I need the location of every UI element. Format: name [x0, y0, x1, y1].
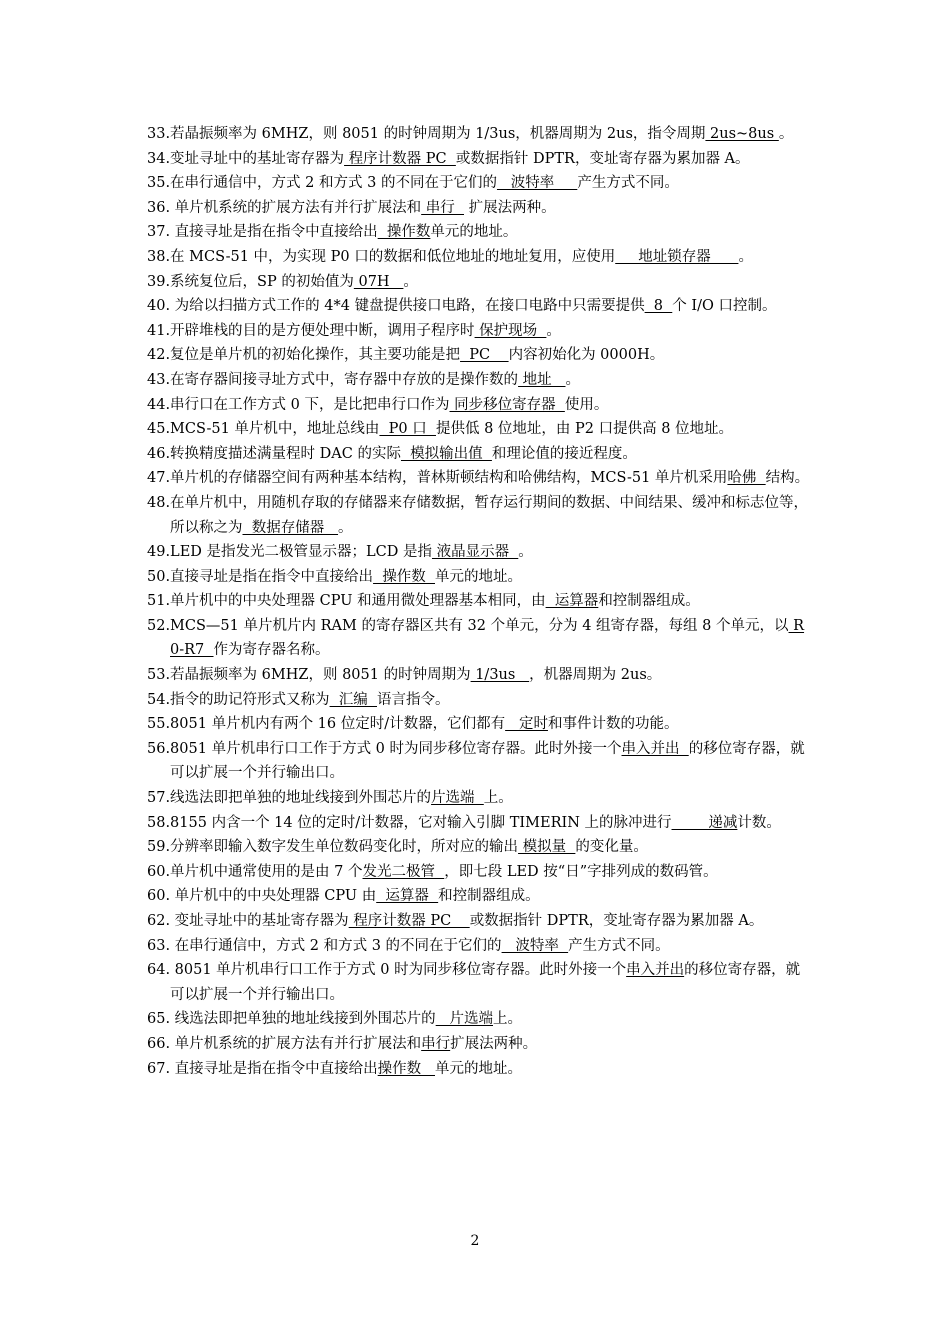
- question-text: 的变化量。: [575, 839, 648, 856]
- question-text: 结构。: [765, 470, 810, 487]
- question-text: 43.在寄存器间接寻址方式中，寄存器中存放的是操作数的: [147, 371, 519, 388]
- answer-blank: 操作数: [373, 568, 435, 585]
- question-text: 作为寄存器名称。: [213, 642, 330, 659]
- answer-blank: 串入并出: [626, 962, 685, 979]
- question-item: [147, 171, 812, 196]
- question-text: 45.MCS-51 单片机中，地址总线由: [147, 421, 380, 438]
- question-item: [147, 737, 812, 786]
- answer-blank: 数据存储器: [242, 519, 339, 536]
- question-text: 36. 单片机系统的扩展方法有并行扩展法和: [147, 199, 422, 216]
- question-text: 内容初始化为 0000H。: [508, 347, 665, 364]
- question-item: [147, 835, 812, 860]
- question-text: 。: [778, 126, 794, 142]
- answer-blank: 汇编: [329, 691, 377, 708]
- question-item: [147, 811, 812, 836]
- answer-blank: 液晶显示器: [431, 544, 519, 561]
- question-text: 34.变址寻址中的基址寄存器为: [147, 150, 345, 167]
- question-text: 单元的地址。: [435, 568, 522, 585]
- question-text: 40. 为给以扫描方式工作的 4*4 键盘提供接口电路，在接口电路中只需要提供: [147, 298, 645, 315]
- question-item: [147, 860, 812, 885]
- question-text: 33.若晶振频率为 6MHZ，则 8051 的时钟周期为 1/3us，机器周期为 2us，指令周期: [147, 126, 706, 142]
- question-text: 38.在 MCS-51 中，为实现 P0 口的数据和低位地址的地址复用，应使用: [147, 248, 616, 265]
- question-text: 48.在单片机中，用随机存取的存储器来存储数据，暂存运行期间的数据、中间结果、缓冲和标志位等，所以称之为: [147, 494, 809, 536]
- question-item: [147, 393, 812, 418]
- question-item: [147, 122, 812, 147]
- question-item: [147, 466, 812, 491]
- question-text: 。: [403, 273, 418, 290]
- answer-blank: 程序计数器 PC: [348, 913, 470, 929]
- question-text: 39.系统复位后，SP 的初始值为: [147, 273, 354, 290]
- answer-blank: 模拟量: [518, 839, 576, 856]
- question-item: [147, 614, 812, 663]
- question-text: 个 I/O 口控制。: [672, 298, 777, 315]
- question-text: 58.8155 内含一个 14 位的定时/计数器，它对输入引脚 TIMERIN 上的脉冲进行: [147, 814, 672, 831]
- question-item: [147, 909, 812, 934]
- question-item: [147, 368, 812, 393]
- question-text: 66. 单片机系统的扩展方法有并行扩展法和: [147, 1035, 422, 1052]
- question-text: 和理论值的接近程度。: [491, 445, 637, 462]
- question-text: 65. 线选法即把单独的地址线接到外围芯片的: [147, 1011, 436, 1028]
- question-text: 产生方式不同。: [568, 937, 670, 954]
- answer-blank: 波特率: [496, 175, 578, 192]
- question-text: 60. 单片机中的中央处理器 CPU 由: [147, 888, 377, 905]
- answer-blank: 片选端: [431, 790, 484, 807]
- question-text: 的移位寄存器，就可以扩展一个并行输出口。: [170, 740, 805, 782]
- answer-blank: 串行: [421, 1035, 451, 1052]
- answer-blank: 地址: [518, 371, 566, 388]
- question-text: 37. 直接寻址是指在指令中直接给出: [147, 224, 378, 241]
- question-text: 语言指令。: [377, 691, 450, 708]
- question-item: [147, 417, 812, 442]
- answer-blank: 同步移位寄存器: [449, 396, 565, 413]
- answer-blank: PC: [460, 347, 509, 364]
- question-text: 。: [518, 544, 533, 561]
- question-item: [147, 319, 812, 344]
- question-text: 使用。: [564, 396, 609, 413]
- answer-blank: 模拟输出值: [400, 445, 492, 462]
- question-item: [147, 589, 812, 614]
- question-text: 44.串行口在工作方式 0 下，是比把串行口作为: [147, 396, 450, 413]
- question-item: [147, 220, 812, 245]
- answer-blank: 地址锁存器: [615, 248, 739, 265]
- answer-blank: 操作数: [377, 224, 431, 241]
- question-text: 54.指令的助记符形式又称为: [147, 691, 330, 708]
- question-text: 提供低 8 位地址，由 P2 口提供高 8 位地址。: [435, 421, 734, 438]
- question-item: [147, 442, 812, 467]
- answer-blank: 8: [644, 298, 673, 315]
- question-item: [147, 688, 812, 713]
- question-text: 扩展法两种。: [450, 1035, 538, 1052]
- question-text: ，即七段 LED 按“日”字排列成的数码管。: [444, 863, 718, 880]
- question-text: 。: [565, 371, 580, 388]
- question-item: [147, 245, 812, 270]
- question-text: 52.MCS—51 单片机片内 RAM 的寄存器区共有 32 个单元，分为 4 组寄存器，每组 8 个单元，以: [147, 617, 789, 634]
- answer-blank: 运算器: [376, 888, 439, 905]
- question-text: 和事件计数的功能。: [547, 716, 679, 733]
- question-text: 46.转换精度描述满量程时 DAC 的实际: [147, 445, 401, 462]
- question-item: [147, 786, 812, 811]
- question-text: 50.直接寻址是指在指令中直接给出: [147, 568, 374, 585]
- question-item: [147, 270, 812, 295]
- question-item: [147, 1032, 812, 1057]
- answer-blank: 波特率: [501, 937, 569, 954]
- question-text: 41.开辟堆栈的目的是方便处理中断，调用子程序时: [147, 322, 475, 339]
- question-item: [147, 294, 812, 319]
- answer-blank: 程序计数器 PC: [344, 150, 456, 167]
- question-text: 56.8051 单片机串行口工作于方式 0 时为同步移位寄存器。此时外接一个: [147, 740, 622, 757]
- answer-blank: 操作数: [377, 1060, 435, 1077]
- question-text: 的移位寄存器，就可以扩展一个并行输出口。: [170, 962, 801, 1003]
- answer-blank: 串入并出: [621, 740, 689, 757]
- question-text: 55.8051 单片机内有两个 16 位定时/计数器，它们都有: [147, 716, 506, 733]
- answer-blank: 定时: [505, 716, 548, 733]
- answer-blank: 片选端: [435, 1011, 493, 1028]
- question-item: [147, 147, 812, 172]
- question-text: 和控制器组成。: [598, 593, 700, 610]
- question-text: ，机器周期为 2us。: [529, 667, 662, 684]
- question-text: 53.若晶振频率为 6MHZ，则 8051 的时钟周期为: [147, 667, 471, 684]
- answer-blank: 哈佛: [727, 470, 766, 487]
- question-text: 59.分辨率即输入数字发生单位数码变化时，所对应的输出: [147, 839, 519, 856]
- question-text: 35.在串行通信中，方式 2 和方式 3 的不同在于它们的: [147, 175, 497, 192]
- question-text: 64. 8051 单片机串行口工作于方式 0 时为同步移位寄存器。此时外接一个: [147, 962, 627, 979]
- answer-blank: 保护现场: [474, 322, 547, 339]
- question-text: 47.单片机的存储器空间有两种基本结构，普林斯顿结构和哈佛结构，MCS-51 单片机采用: [147, 470, 728, 487]
- question-text: 49.LED 是指发光二极管显示器；LCD 是指: [147, 544, 432, 561]
- question-text: 。: [546, 322, 561, 339]
- question-item: [147, 565, 812, 590]
- answer-blank: 运算器: [545, 593, 599, 610]
- answer-blank: 串行: [421, 199, 464, 216]
- page-number: 2: [470, 1233, 480, 1249]
- answer-blank: R0-R7: [170, 617, 805, 659]
- answer-blank: 2us~8us: [705, 126, 779, 142]
- answer-blank: 07H: [353, 273, 404, 290]
- question-item: [147, 491, 812, 540]
- question-item: [147, 958, 812, 1007]
- question-item: [147, 663, 812, 688]
- question-text: 产生方式不同。: [577, 175, 679, 192]
- question-text: 。: [338, 519, 353, 536]
- question-text: 63. 在串行通信中，方式 2 和方式 3 的不同在于它们的: [147, 937, 502, 954]
- answer-blank: 发光二极管: [362, 863, 445, 880]
- question-item: [147, 1007, 812, 1032]
- question-text: 。: [738, 248, 753, 265]
- question-text: 42.复位是单片机的初始化操作，其主要功能是把: [147, 347, 461, 364]
- question-text: 60.单片机中通常使用的是由 7 个: [147, 863, 363, 880]
- question-item: [147, 934, 812, 959]
- answer-blank: 递减: [671, 814, 738, 831]
- question-text: 扩展法两种。: [464, 199, 556, 216]
- question-item: [147, 196, 812, 221]
- question-text: 或数据指针 DPTR，变址寄存器为累加器 A。: [469, 913, 764, 929]
- question-text: 62. 变址寻址中的基址寄存器为: [147, 913, 349, 929]
- question-text: 单元的地址。: [430, 224, 518, 241]
- question-text: 计数。: [737, 814, 781, 831]
- question-text: 上。: [483, 790, 513, 807]
- question-item: [147, 1057, 812, 1082]
- answer-blank: P0 口: [379, 421, 436, 438]
- answer-blank: 1/3us: [470, 667, 530, 684]
- question-text: 上。: [493, 1011, 522, 1028]
- question-text: 51.单片机中的中央处理器 CPU 和通用微处理器基本相同，由: [147, 593, 546, 610]
- question-text: 67. 直接寻址是指在指令中直接给出: [147, 1060, 378, 1077]
- question-text: 和控制器组成。: [438, 888, 540, 905]
- question-item: [147, 343, 812, 368]
- question-item: [147, 712, 812, 737]
- question-text: 单元的地址。: [435, 1060, 522, 1077]
- question-list: [147, 122, 812, 1081]
- question-item: [147, 540, 812, 565]
- question-item: [147, 884, 812, 909]
- question-text: 57.线选法即把单独的地址线接到外围芯片的: [147, 790, 432, 807]
- question-text: 或数据指针 DPTR，变址寄存器为累加器 A。: [455, 150, 750, 167]
